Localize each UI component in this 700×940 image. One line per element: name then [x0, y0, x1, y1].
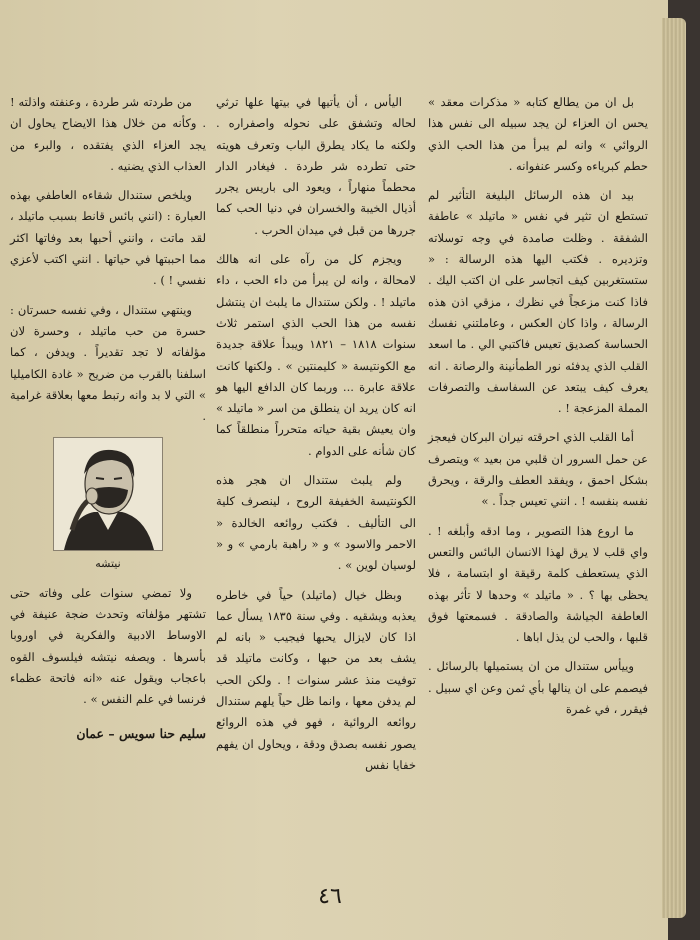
paragraph: ما اروع هذا التصوير ، وما ادقه وأبلغه ! . واي قلب لا يرق لهذا الانسان البائس والتعس الذي يستعطف كلمة رقيقة او ابتسامة ، فلا يحظى بها ؟ . « ماتيلد » وحدها لا تأثر بهذه العاطفة الجياشة والصادقة . فسمعتها فوق قلبها ، والحب لن يذل اباها .: [428, 523, 648, 645]
paragraph: وييأس ستندال من ان يستميلها بالرسائل . فيصمم على ان ينالها بأي ثمن وعن اي سبيل . فيقرر ، في غمرة: [428, 659, 648, 717]
page-number: ٤٦: [318, 884, 342, 909]
portrait-caption: نيتشه: [95, 557, 121, 571]
paragraph: ولم يلبث ستندال ان هجر هذه الكونتيسة الخفيفة الروح ، لينصرف كلية الى التأليف . فكتب روائعه الخالدة « الاحمر والاسود » و « راهبة بارمي » و « لوسيان لوين » .: [216, 473, 416, 573]
paragraph: ويلخص ستندال شقاءه العاطفي بهذه العبارة : (انني بائس قانط بسبب ماتيلد ، لقد ماتت ، وانني أحبها بعد وفاتها اكثر مما احببتها في حياتها . انني اكتب لأعزي نفسي ! ) .: [10, 188, 206, 288]
column-left: [10, 92, 206, 744]
author-signature: سليم حنا سويس – عمان: [76, 725, 206, 741]
paragraph: ويجزم كل من رآه على انه هالك لامحالة ، وانه لن يبرأ من داء الحب ، داء ماتيلد ! . ولكن ستندال ما يلبث ان ينتشل نفسه من هذا الحب الذي استمر ثلاث سنوات ١٨١٨ – ١٨٢١ ويبدأ علاقة جديدة مع الكونتيسة « كليمنتين » . ولكنها كانت علاقة عابرة ... وربما كان الدافع اليها هو انه كان يريد ان ينطلق من اسر « ماتيلد » وان يعيش بقية حياته متحرراً منطلقاً كما كان شأنه على الدوام .: [216, 252, 416, 458]
paragraph: بيد ان هذه الرسائل البليغة التأثير لم تستطع ان تثير في نفس « ماتيلد » عاطفة الشفقة . وظلت صامدة في وجه توسلاته وتزديره . فكتب اليها هذه الرسالة : « ستستغربين كيف اتجاسر على ان اكتب اليك . فاذا كنت مزعجاً في نظرك ، مزقي اذن هذه الرسالة ، واذا كان العكس ، وعاملتني نفسك الحساسة كصديق تعيس فاكتبي الي . ما اسعد القلب الذي يدفئه نور الطمأنينة والرصانة . انه يعرف كيف يبتعد عن السفاسف والتصرفات المملة المزعجة ! .: [428, 188, 648, 416]
nietzsche-portrait: [53, 437, 163, 551]
paragraph: ولا تمضي سنوات على وفاته حتى تشتهر مؤلفاته وتحدث ضجة عنيفة في الاوساط الادبية والفكرية في اوروبا بأسرها . ويصفه نيتشه فيلسوف القوه باعجاب ويقول عنه «انه فاتحة عظماء فرنسا في علم النفس » .: [10, 585, 206, 707]
column-right: [428, 92, 648, 728]
portrait-drawing-icon: [54, 438, 162, 550]
paragraph: وبظل خيال (ماتيلد) حياً في خاطره يعذبه ويشقيه . وفي سنة ١٨٣٥ يسأل عما اذا كان لايزال يحبها فيجيب « بانه لم يشف بعد من حبها ، وكانت ماتيلد قد توفيت منذ عشر سنوات ! . ولكن الحب لم يدفن معها ، وانما ظل حياً يلهم ستندال روائعه الروائية ، فهو في هذه الروائع يصور نفسه بصدق ودقة ، ويحاول ان يفهم خفايا نفس: [216, 587, 416, 772]
page-edges: [662, 18, 686, 918]
paragraph: من طردته شر طردة ، وعنفته واذلته ! . وكأنه من خلال هذا الايضاح يحاول ان يجد العزاء الذي يفتقده ، والبرء من العذاب الذي يضنيه .: [10, 95, 206, 173]
paragraph: وينتهي ستندال ، وفي نفسه حسرتان : حسرة من حب ماتيلد ، وحسرة لان مؤلفاته لا تجد تقديراً . ويدفن ، كما اسلفنا بالقرب من ضريح « غادة الكاميليا » التي لا بد وانه رتبط معها بعلاقة غرامية .: [10, 302, 206, 424]
paragraph: أما القلب الذي احرقته نيران البركان فيعجز عن حمل السرور ان قلبي من بعيد » ويتصرف بشكل احمق ، ويفقد العطف والرقة ، ويحرق نفسه بنفسه ! . انني تعيس جداً . »: [428, 430, 648, 509]
paragraph: بل ان من يطالع كتابه « مذكرات معقد » يحس ان العزاء لن يجد سبيله الى نفس هذا الروائي » وانه لم يبرأ من هذا الحب الذي حطم كبرياءه وكسر عنفوانه .: [428, 95, 648, 173]
paragraph: اليأس ، أن يأتيها في بيتها علها ترثي لحاله وتشفق على نحوله واصفراره . ولكنه ما يكاد يطرق الباب وتعرف هويته حتى تطرده شر طردة . فيغادر الدار محطماً منهاراً ، ويعود الى باريس يجرر أذيال الخيبة والخسران في دنيا الحب كما جررها من قبل في ميدان الحرب .: [216, 95, 416, 237]
column-middle: [216, 92, 416, 784]
